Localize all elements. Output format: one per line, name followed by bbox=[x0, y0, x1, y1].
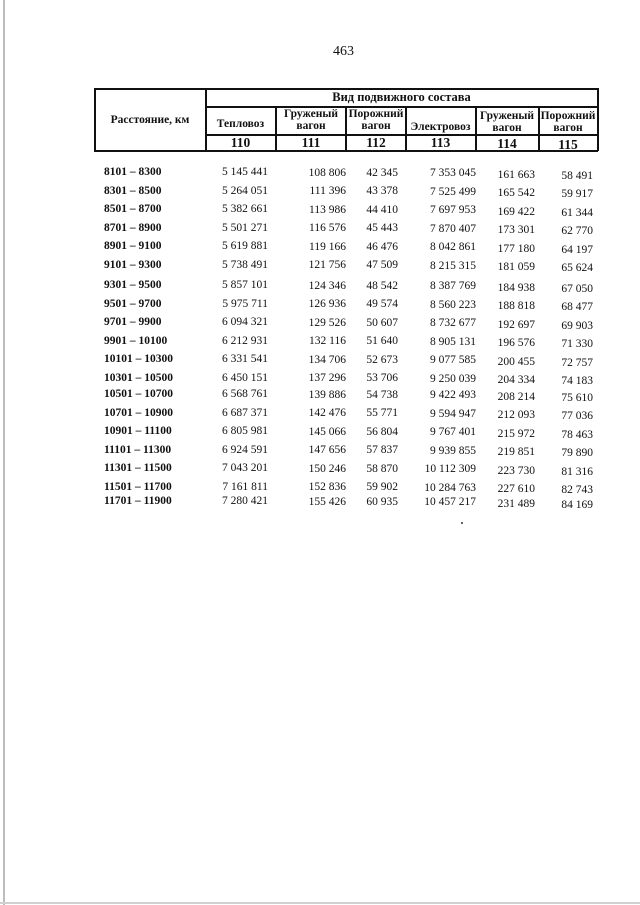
value-cell-111: 137 296 bbox=[308, 372, 346, 384]
table-row bbox=[0, 462, 640, 480]
table-row bbox=[0, 372, 640, 390]
value-cell-113: 8 560 223 bbox=[430, 298, 476, 311]
value-cell-115: 58 491 bbox=[561, 169, 593, 182]
value-cell-113: 10 112 309 bbox=[424, 463, 476, 475]
value-cell-114: 184 938 bbox=[497, 281, 535, 294]
value-cell-115: 74 183 bbox=[561, 375, 593, 387]
value-cell-114: 231 489 bbox=[497, 497, 535, 510]
value-cell-111: 134 706 bbox=[308, 353, 346, 366]
distance-range: 11701 – 11900 bbox=[104, 495, 172, 507]
value-cell-112: 57 837 bbox=[366, 444, 398, 456]
value-cell-115: 79 890 bbox=[561, 447, 593, 459]
value-cell-114: 200 455 bbox=[497, 355, 535, 368]
value-cell-114: 208 214 bbox=[497, 390, 535, 403]
value-cell-111: 108 806 bbox=[308, 166, 346, 179]
table-row bbox=[0, 316, 640, 334]
value-cell-112: 54 738 bbox=[366, 388, 398, 401]
value-cell-114: 223 730 bbox=[497, 464, 535, 477]
value-cell-111: 116 576 bbox=[309, 222, 346, 234]
value-cell-110: 6 687 371 bbox=[222, 406, 268, 419]
value-cell-114: 212 093 bbox=[497, 409, 535, 421]
value-cell-113: 7 870 407 bbox=[430, 222, 476, 235]
value-cell-110: 7 043 201 bbox=[222, 462, 268, 474]
value-cell-111: 111 396 bbox=[309, 185, 346, 197]
value-cell-111: 142 476 bbox=[308, 407, 346, 419]
value-cell-112: 51 640 bbox=[366, 335, 398, 347]
value-cell-115: 72 757 bbox=[561, 356, 593, 369]
value-cell-113: 8 042 861 bbox=[430, 241, 476, 253]
value-cell-115: 59 917 bbox=[561, 188, 593, 200]
table-row bbox=[0, 335, 640, 353]
table-row bbox=[0, 495, 640, 513]
value-cell-112: 55 771 bbox=[366, 407, 398, 419]
col-code-114: 114 bbox=[497, 136, 517, 151]
table-row bbox=[0, 259, 640, 277]
table-row bbox=[0, 240, 640, 258]
distance-range: 11501 – 11700 bbox=[104, 480, 172, 493]
value-cell-110: 6 094 321 bbox=[222, 316, 268, 328]
value-cell-113: 9 250 039 bbox=[430, 372, 476, 385]
col-label-114: Груженый вагон bbox=[480, 110, 534, 134]
value-cell-114: 215 972 bbox=[497, 427, 535, 440]
value-cell-115: 71 330 bbox=[561, 338, 593, 350]
value-cell-110: 7 161 811 bbox=[222, 480, 268, 493]
group-header-label: Вид подвижного состава bbox=[332, 90, 471, 104]
value-cell-113: 9 077 585 bbox=[430, 354, 476, 366]
distance-range: 10501 – 10700 bbox=[104, 388, 173, 400]
value-cell-115: 82 743 bbox=[561, 484, 593, 496]
value-cell-112: 46 476 bbox=[366, 240, 398, 253]
table-row bbox=[0, 279, 640, 297]
value-cell-112: 48 542 bbox=[366, 279, 398, 292]
scan-edge-bottom bbox=[0, 902, 640, 904]
value-cell-115: 75 610 bbox=[561, 391, 593, 404]
value-cell-111: 126 936 bbox=[308, 298, 346, 310]
value-cell-113: 9 422 493 bbox=[430, 389, 476, 401]
value-cell-114: 196 576 bbox=[497, 337, 535, 349]
value-cell-114: 169 422 bbox=[497, 205, 535, 218]
distance-range: 8501 – 8700 bbox=[104, 203, 162, 215]
value-cell-115: 81 316 bbox=[561, 465, 593, 478]
value-cell-110: 6 212 931 bbox=[222, 334, 268, 347]
table-row bbox=[0, 407, 640, 425]
value-cell-112: 53 706 bbox=[366, 372, 398, 384]
value-cell-114: 227 610 bbox=[497, 483, 535, 495]
value-cell-110: 5 501 271 bbox=[222, 221, 268, 234]
col-label-115: Порожний вагон bbox=[540, 110, 596, 134]
value-cell-110: 6 450 151 bbox=[222, 371, 268, 384]
value-cell-113: 8 387 769 bbox=[430, 280, 476, 292]
distance-range: 10301 – 10500 bbox=[104, 371, 173, 384]
value-cell-112: 49 574 bbox=[366, 298, 398, 310]
value-cell-113: 7 525 499 bbox=[430, 185, 476, 198]
value-cell-111: 139 886 bbox=[308, 388, 346, 401]
value-cell-111: 145 066 bbox=[308, 425, 346, 438]
value-cell-113: 9 939 855 bbox=[430, 444, 476, 457]
distance-range: 8301 – 8500 bbox=[104, 184, 162, 197]
page-number: 463 bbox=[333, 44, 354, 59]
value-cell-115: 67 050 bbox=[561, 282, 593, 295]
header-right-border bbox=[597, 88, 599, 151]
value-cell-112: 42 345 bbox=[366, 166, 398, 179]
value-cell-112: 43 378 bbox=[366, 185, 398, 197]
value-cell-114: 219 851 bbox=[497, 446, 535, 458]
table-row bbox=[0, 222, 640, 240]
value-cell-114: 161 663 bbox=[497, 168, 535, 181]
value-cell-115: 68 477 bbox=[561, 301, 593, 313]
value-cell-111: 119 166 bbox=[309, 240, 346, 253]
table-row bbox=[0, 166, 640, 184]
distance-range: 10901 – 11100 bbox=[104, 425, 172, 437]
table-row bbox=[0, 203, 640, 221]
value-cell-112: 56 804 bbox=[366, 425, 398, 438]
value-cell-111: 121 756 bbox=[308, 259, 346, 271]
distance-range: 8901 – 9100 bbox=[104, 240, 162, 252]
value-cell-110: 5 619 881 bbox=[222, 240, 268, 252]
value-cell-114: 188 818 bbox=[497, 300, 535, 312]
distance-range: 11301 – 11500 bbox=[104, 462, 172, 474]
col-label-110: Тепловоз bbox=[216, 118, 265, 130]
value-cell-112: 50 607 bbox=[366, 316, 398, 329]
value-cell-113: 9 767 401 bbox=[430, 426, 476, 438]
value-cell-111: 129 526 bbox=[308, 316, 346, 329]
value-cell-111: 124 346 bbox=[308, 279, 346, 292]
value-cell-114: 177 180 bbox=[497, 242, 535, 255]
value-cell-115: 69 903 bbox=[561, 319, 593, 332]
table-row bbox=[0, 425, 640, 443]
distance-range: 11101 – 11300 bbox=[104, 443, 172, 456]
value-cell-115: 84 169 bbox=[561, 498, 593, 511]
value-cell-115: 78 463 bbox=[561, 428, 593, 441]
value-cell-115: 64 197 bbox=[561, 243, 593, 256]
value-cell-110: 5 738 491 bbox=[222, 258, 268, 271]
value-cell-114: 204 334 bbox=[497, 374, 535, 386]
distance-range: 10701 – 10900 bbox=[104, 406, 173, 419]
value-cell-115: 61 344 bbox=[561, 206, 593, 219]
table-row bbox=[0, 353, 640, 371]
col-code-110: 110 bbox=[230, 135, 251, 150]
value-cell-114: 192 697 bbox=[497, 318, 535, 331]
table-row bbox=[0, 185, 640, 203]
value-cell-115: 77 036 bbox=[561, 410, 593, 422]
table-row bbox=[0, 444, 640, 462]
value-cell-112: 44 410 bbox=[366, 203, 398, 216]
distance-range: 10101 – 10300 bbox=[104, 353, 173, 365]
value-cell-114: 165 542 bbox=[497, 187, 535, 199]
distance-range: 8701 – 8900 bbox=[104, 221, 162, 234]
col-label-113: Электровоз bbox=[410, 121, 471, 133]
value-cell-111: 152 836 bbox=[308, 481, 346, 493]
value-cell-110: 6 805 981 bbox=[222, 425, 268, 437]
value-cell-113: 8 905 131 bbox=[430, 335, 476, 348]
col-label-112: Порожний вагон bbox=[348, 108, 404, 132]
value-cell-111: 147 656 bbox=[308, 444, 346, 456]
col-label-111: Груженый вагон bbox=[284, 108, 338, 132]
value-cell-113: 7 353 045 bbox=[430, 167, 476, 179]
distance-range: 9301 – 9500 bbox=[104, 279, 162, 291]
distance-range: 9101 – 9300 bbox=[104, 258, 162, 271]
distance-range: 9701 – 9900 bbox=[104, 316, 162, 328]
value-cell-112: 52 673 bbox=[366, 353, 398, 366]
value-cell-111: 113 986 bbox=[309, 203, 346, 216]
value-cell-112: 45 443 bbox=[366, 222, 398, 234]
value-cell-112: 58 870 bbox=[366, 462, 398, 475]
value-cell-110: 6 568 761 bbox=[222, 388, 268, 400]
value-cell-110: 5 975 711 bbox=[222, 297, 268, 310]
distance-range: 9501 – 9700 bbox=[104, 297, 162, 310]
value-cell-113: 8 215 315 bbox=[430, 259, 476, 272]
value-cell-114: 181 059 bbox=[497, 261, 535, 273]
value-cell-110: 5 857 101 bbox=[222, 279, 268, 291]
distance-range: 9901 – 10100 bbox=[104, 334, 168, 347]
value-cell-110: 5 145 441 bbox=[222, 166, 268, 178]
value-cell-111: 155 426 bbox=[308, 495, 346, 508]
value-cell-113: 7 697 953 bbox=[430, 204, 476, 216]
value-cell-115: 62 770 bbox=[561, 225, 593, 237]
table-row bbox=[0, 298, 640, 316]
value-cell-113: 9 594 947 bbox=[430, 407, 476, 420]
table-row bbox=[0, 388, 640, 406]
value-cell-113: 8 732 677 bbox=[430, 317, 476, 329]
value-cell-112: 60 935 bbox=[366, 495, 398, 508]
col-code-112: 112 bbox=[366, 135, 386, 150]
value-cell-110: 7 280 421 bbox=[222, 495, 268, 507]
distance-range: 8101 – 8300 bbox=[104, 166, 162, 178]
row-header-label: Расстояние, км bbox=[110, 114, 190, 126]
value-cell-113: 10 284 763 bbox=[424, 481, 476, 494]
col-code-115: 115 bbox=[558, 137, 578, 152]
value-cell-111: 150 246 bbox=[308, 462, 346, 475]
value-cell-110: 5 264 051 bbox=[222, 184, 268, 197]
value-cell-110: 6 331 541 bbox=[222, 353, 268, 365]
col-code-111: 111 bbox=[301, 135, 321, 150]
value-cell-112: 47 509 bbox=[366, 259, 398, 271]
col-code-113: 113 bbox=[430, 135, 451, 150]
value-cell-110: 6 924 591 bbox=[222, 443, 268, 456]
value-cell-112: 59 902 bbox=[366, 481, 398, 493]
value-cell-110: 5 382 661 bbox=[222, 203, 268, 215]
value-cell-114: 173 301 bbox=[497, 224, 535, 236]
value-cell-113: 10 457 217 bbox=[424, 496, 476, 508]
scan-speck bbox=[461, 522, 463, 524]
value-cell-111: 132 116 bbox=[309, 335, 346, 347]
value-cell-115: 65 624 bbox=[561, 262, 593, 274]
